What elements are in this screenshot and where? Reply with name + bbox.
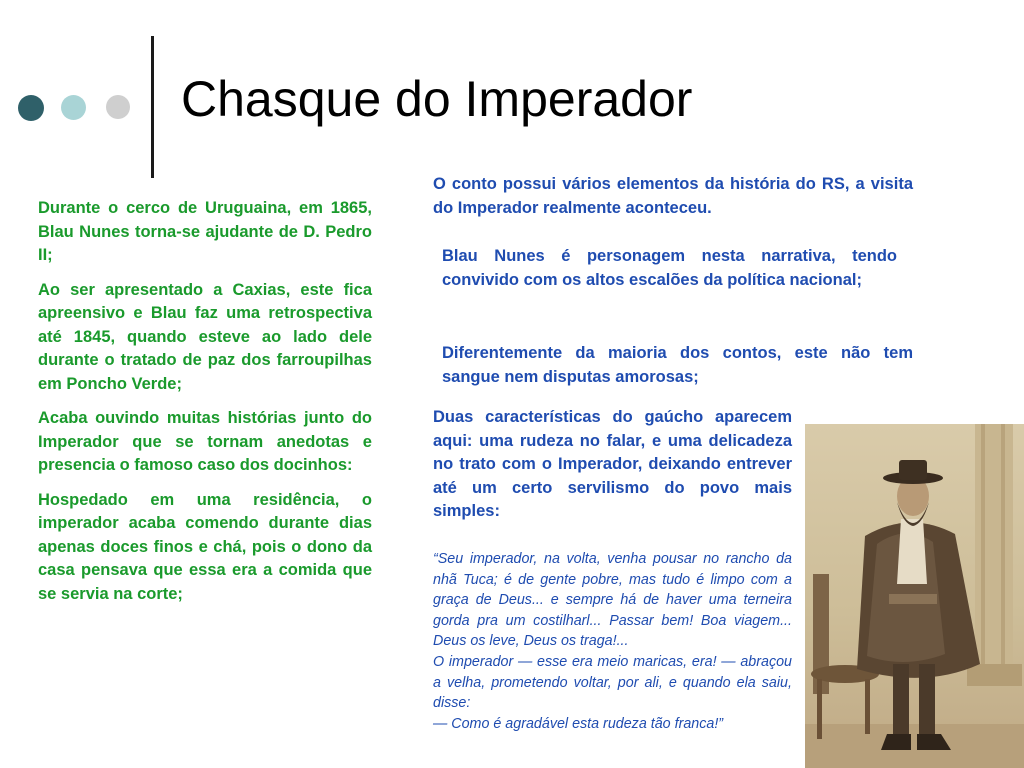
decorative-dot-light bbox=[61, 95, 86, 120]
left-paragraph: Ao ser apresentado a Caxias, este fica apreensivo e Blau faz uma retrospectiva até 1845, quando esteve ao lado dele durante o tratado de paz dos farroupilhas em Poncho Verde; bbox=[38, 280, 372, 393]
left-paragraph: Durante o cerco de Uruguaina, em 1865, Blau Nunes torna-se ajudante de D. Pedro II; bbox=[38, 199, 372, 264]
quote-line: O imperador — esse era meio maricas, era! — abraçou a velha, prometendo voltar, por ali, e quando ela saiu, disse: bbox=[433, 653, 792, 712]
decorative-dot-gray bbox=[106, 95, 130, 119]
characteristics-text: Duas características do gaúcho aparecem aqui: uma rudeza no falar, e uma delicadeza no trato com o Imperador, deixando entrever até um certo servilismo do povo mais simples: bbox=[433, 408, 792, 520]
title-divider-line bbox=[151, 36, 154, 178]
quote-line: “Seu imperador, na volta, venha pousar no rancho da nhã Tuca; é de gente pobre, mas tudo é limpo com a graça de Deus... e sempre há de haver uma terneira gorda pra um costilharl... Passar bem! Boa viagem... Deus os leve, Deus os traga!... bbox=[433, 551, 792, 650]
quote-line: — Como é agradável esta rudeza tão franca!” bbox=[433, 715, 724, 732]
slide-title: Chasque do Imperador bbox=[181, 71, 693, 127]
right-point: Blau Nunes é personagem nesta narrativa, tendo convivido com os altos escalões da política nacional; bbox=[442, 247, 897, 289]
quote-block bbox=[433, 549, 792, 734]
right-point: Diferentemente da maioria dos contos, este não tem sangue nem disputas amorosas; bbox=[442, 344, 913, 386]
left-paragraph: Hospedado em uma residência, o imperador acaba comendo durante dias apenas doces finos e chá, pois o dono da casa pensava que essa era a comida que se servia na corte; bbox=[38, 490, 372, 603]
left-text-column bbox=[38, 197, 372, 606]
left-paragraph: Acaba ouvindo muitas histórias junto do Imperador que se tornam anedotas e presencia o famoso caso dos docinhos: bbox=[38, 409, 372, 474]
gaucho-portrait-photo bbox=[805, 424, 1024, 768]
decorative-dot-dark bbox=[18, 95, 44, 121]
right-intro-text: O conto possui vários elementos da história do RS, a visita do Imperador realmente aconteceu. bbox=[433, 175, 913, 217]
